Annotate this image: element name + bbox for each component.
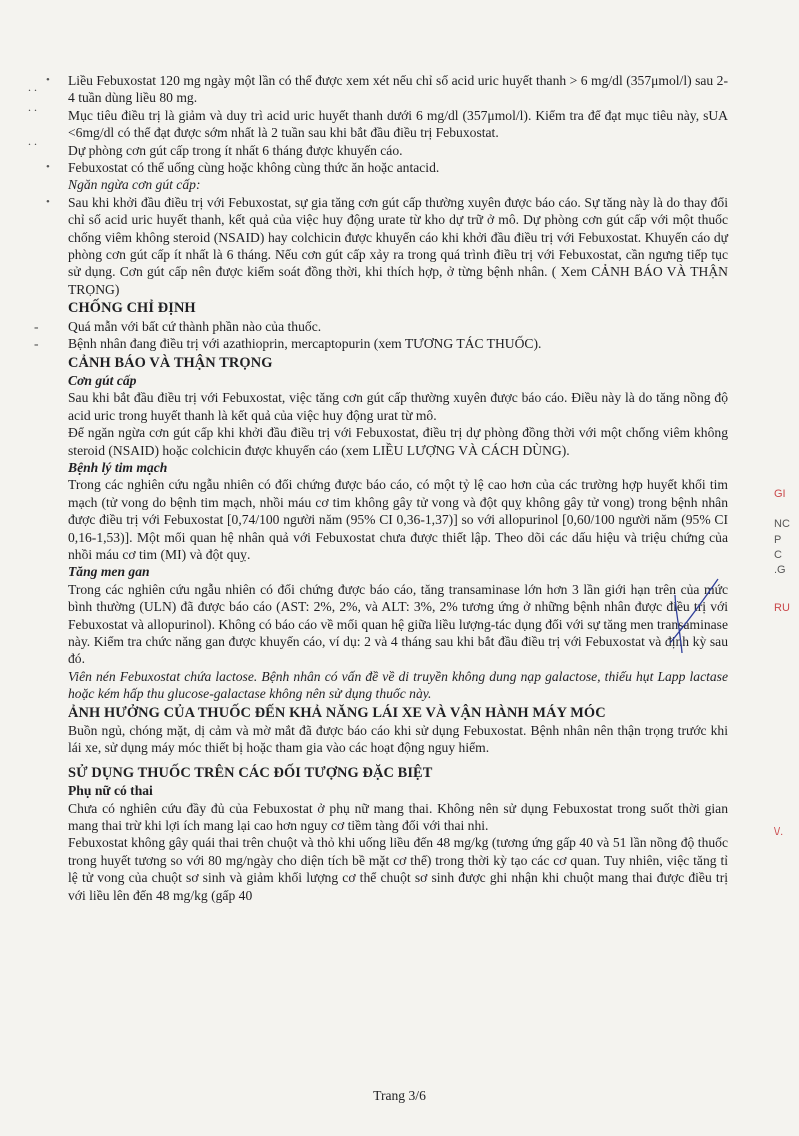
gout-prevention-paragraph: • Sau khi khởi đầu điều trị với Febuxostat, sự gia tăng cơn gút cấp thường xuyên được báo cáo. Sự tăng này là do thay đổi chỉ số acid uric huyết thanh, kết quả của việc huy động urate từ kho dự trữ ở mô. Dự phòng cơn gút cấp với một thuốc chống viêm không steroid (NSAID) hay colchicin được khuyến cáo khi khởi đầu điều trị với Febuxostat. Khuyến cáo dự phòng cơn gút cấp ít nhất là 6 tháng. Nếu cơn gút cấp xảy ra trong quá trình điều trị với Febuxostat, cần ngưng tiếp tục sử dụng. Cơn gút cấp nên được kiểm soát đồng thời, khi thích hợp, ở từng bệnh nhân. ( Xem CẢNH BÁO VÀ THẬN TRỌNG) (68, 194, 728, 298)
driving-heading: ẢNH HƯỞNG CỦA THUỐC ĐẾN KHẢ NĂNG LÁI XE VÀ VẬN HÀNH MÁY MÓC (68, 704, 606, 721)
page-number: Trang 3/6 (373, 1088, 426, 1103)
special-populations-heading: SỬ DỤNG THUỐC TRÊN CÁC ĐỐI TƯỢNG ĐẶC BIỆT (68, 764, 433, 781)
margin-mark: GI (774, 488, 786, 500)
page-body (68, 72, 728, 904)
contraindications-heading: CHỐNG CHỈ ĐỊNH (68, 300, 196, 317)
cardiovascular-subheading: Bệnh lý tim mạch (68, 459, 168, 475)
margin-mark: \/. (774, 826, 784, 838)
margin-mark: .G (774, 564, 786, 576)
acute-gout-subheading: Cơn gút cấp (68, 372, 137, 388)
prophylaxis-duration-paragraph: Dự phòng cơn gút cấp trong ít nhất 6 tháng được khuyến cáo. (68, 142, 403, 158)
liver-enzymes-paragraph: Trong các nghiên cứu ngẫu nhiên có đối chứng được báo cáo, tăng transaminase lớn hơn 3 lần giới hạn trên của mức bình thường (ULN) đã được báo cáo (AST: 2%, 2%, và ALT: 3%, 2% tương ứng ở những bệnh nhân được điều trị với Febuxostat và allopurinol). Không có báo cáo về mối quan hệ giữa liều lượng-tác dụng đối với sự tăng men transaminase này. Kiểm tra chức năng gan được khuyến cáo, ví dụ: 2 và 4 tháng sau khi bắt đầu điều trị với Febuxostat và định kỳ sau đó. (68, 581, 728, 667)
margin-mark: NC (774, 518, 790, 530)
driving-paragraph: Buồn ngủ, chóng mặt, dị cảm và mờ mắt đã được báo cáo khi sử dụng Febuxostat. Bệnh nhân nên thận trọng trước khi lái xe, sử dụng máy móc thiết bị hoặc tham gia vào các hoạt động nguy hiểm. (68, 723, 728, 756)
margin-mark: C (774, 549, 782, 561)
gout-prevention-subheading: Ngăn ngừa cơn gút cấp: (68, 177, 201, 193)
pregnancy-paragraph-1: Chưa có nghiên cứu đầy đủ của Febuxostat ở phụ nữ mang thai. Không nên sử dụng Febuxostat trong suốt thời gian mang thai trừ khi lợi ích mang lại cao hơn nguy cơ tiềm tàng đối với thai nhi. (68, 800, 728, 834)
treatment-goal-paragraph: Mục tiêu điều trị là giảm và duy trì acid uric huyết thanh dưới 6 mg/dl (357μmol/l). Kiểm tra để đạt mục tiêu này, sUA <6mg/dl có thể đạt được sớm nhất là 2 tuần sau khi bắt đầu điều trị Febuxostat. (68, 107, 728, 141)
acute-gout-paragraph-1: Sau khi bắt đầu điều trị với Febuxostat, việc tăng cơn gút cấp thường xuyên được báo cáo. Điều này là do tăng nồng độ acid uric trong huyết thanh là kết quả của việc huy động urat từ mô. (68, 390, 728, 423)
liver-enzymes-subheading: Tăng men gan (68, 564, 150, 580)
cardiovascular-paragraph: Trong các nghiên cứu ngẫu nhiên có đối chứng được báo cáo, có một tỷ lệ cao hơn của các trường hợp huyết khối tim mạch (tử vong do bệnh tim mạch, nhồi máu cơ tim không gây tử vong và đột quỵ không gây tử vong) trong bệnh nhân được điều trị với Febuxostat [0,74/100 người năm (95% CI 0,36-1,37)] so với allopurinol [0,60/100 người năm (95% CI 0,16-1,53)]. Một mối quan hệ nhân quả với Febuxostat chưa được thiết lập. Theo dõi các dấu hiệu và triệu chứng của nhồi máu cơ tim (MI) và đột quỵ. (68, 477, 728, 562)
margin-mark: RU (774, 602, 790, 614)
warnings-heading: CẢNH BÁO VÀ THẬN TRỌNG (68, 354, 273, 371)
margin-mark: P (774, 534, 782, 546)
contraindication-item: - Quá mẫn với bất cứ thành phần nào của thuốc. (68, 318, 728, 335)
handwritten-signature (640, 575, 720, 655)
acute-gout-paragraph-2: Để ngăn ngừa cơn gút cấp khi khởi đầu điều trị với Febuxostat, điều trị dự phòng đồng thời với một chống viêm không steroid (NSAID) hoặc colchicin được khuyến cáo (xem LIỀU LƯỢNG VÀ CÁCH DÙNG). (68, 425, 728, 458)
lactose-note: Viên nén Febuxostat chứa lactose. Bệnh nhân có vấn đề về di truyền không dung nạp galactose, thiếu hụt Lapp lactase hoặc kém hấp thu glucose-galactase không nên sử dụng thuốc này. (68, 668, 728, 702)
food-antacid-paragraph: • Febuxostat có thể uống cùng hoặc không cùng thức ăn hoặc antacid. (68, 159, 728, 176)
dosage-120mg-paragraph: • Liều Febuxostat 120 mg ngày một lần có thể được xem xét nếu chỉ số acid uric huyết thanh > 6 mg/dl (357μmol/l) sau 2-4 tuần dùng liều 80 mg. (68, 72, 728, 107)
pregnancy-paragraph-2: Febuxostat không gây quái thai trên chuột và thỏ khi uống liều đến 48 mg/kg (tương ứng gấp 40 và 51 lần nồng độ thuốc trong huyết tương so với 80 mg/ngày cho diện tích bề mặt cơ thể) trong thời kỳ tạo các cơ quan. Tuy nhiên, việc tăng tỉ lệ tử vong của chuột sơ sinh và giảm khối lượng cơ thể chuột sơ sinh được ghi nhận khi chuột mang thai được điều trị với liều lên đến 48 mg/kg (gấp 40 (68, 835, 728, 903)
pregnancy-subheading: Phụ nữ có thai (68, 783, 153, 799)
scan-dots: . . (28, 80, 37, 94)
contraindication-item: - Bệnh nhân đang điều trị với azathioprin, mercaptopurin (xem TƯƠNG TÁC THUỐC). (68, 335, 728, 352)
scan-dots: . . (28, 100, 37, 114)
scan-dots: . . (28, 134, 37, 148)
